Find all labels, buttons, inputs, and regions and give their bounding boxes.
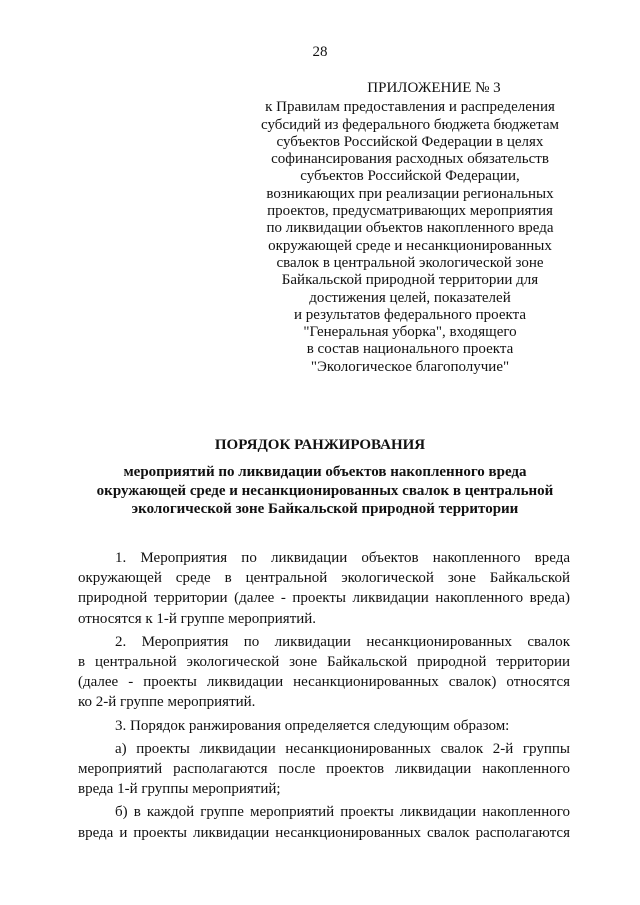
document-body bbox=[78, 548, 570, 846]
appendix-line: субъектов Российской Федерации в целях bbox=[276, 133, 544, 150]
appendix-line: возникающих при реализации региональных bbox=[266, 185, 554, 202]
paragraph bbox=[78, 802, 570, 842]
subheading-line: экологической зоне Байкальской природной территории bbox=[131, 501, 519, 517]
document-subheading bbox=[80, 463, 570, 519]
appendix-line: субъектов Российской Федерации, bbox=[300, 168, 520, 185]
appendix-line: "Экологическое благополучие" bbox=[310, 358, 510, 375]
appendix-line: достижения целей, показателей bbox=[309, 289, 511, 306]
appendix-line: "Генеральная уборка", входящего bbox=[303, 324, 517, 341]
paragraph-line: природной территории (далее - проекты ликвидации накопленного вреда) bbox=[78, 590, 570, 607]
subheading-line: окружающей среде и несанкционированных свалок в центральной bbox=[96, 482, 554, 499]
appendix-block bbox=[245, 80, 575, 376]
page-number: 28 bbox=[312, 44, 328, 60]
paragraph bbox=[78, 632, 570, 713]
paragraph-line: окружающей среде в центральной экологической зоне Байкальской bbox=[78, 570, 570, 587]
paragraph-line: 1. Мероприятия по ликвидации объектов накопленного вреда bbox=[115, 550, 570, 566]
appendix-line: и результатов федерального проекта bbox=[293, 306, 527, 323]
paragraph bbox=[78, 716, 570, 736]
paragraph-line: 3. Порядок ранжирования определяется следующим образом: bbox=[115, 717, 510, 734]
document-heading: ПОРЯДОК РАНЖИРОВАНИЯ bbox=[214, 437, 426, 453]
appendix-line: свалок в центральной экологической зоне bbox=[276, 254, 544, 271]
appendix-line: софинансирования расходных обязательств bbox=[271, 151, 549, 168]
appendix-line: в состав национального проекта bbox=[306, 341, 514, 358]
subheading-line: мероприятий по ликвидации объектов накопленного вреда bbox=[123, 464, 527, 480]
paragraph bbox=[78, 548, 570, 629]
appendix-line: окружающей среде и несанкционированных bbox=[268, 237, 552, 254]
appendix-line: Байкальской природной территории для bbox=[281, 272, 539, 289]
appendix-title: ПРИЛОЖЕНИЕ № 3 bbox=[367, 80, 501, 96]
paragraph-line: (далее - проекты ликвидации несанкционированных свалок) относятся bbox=[78, 674, 570, 691]
paragraph-line: вреда и проекты ликвидации несанкционированных свалок располагаются bbox=[78, 824, 570, 841]
appendix-line: проектов, предусматривающих мероприятия bbox=[267, 203, 553, 220]
paragraph-line: в центральной экологической зоне Байкальской природной территории bbox=[78, 654, 570, 671]
appendix-line: по ликвидации объектов накопленного вреда bbox=[266, 220, 554, 237]
paragraph-line: ко 2-й группе мероприятий. bbox=[78, 694, 256, 711]
paragraph-line: вреда 1-й группы мероприятий; bbox=[78, 781, 281, 798]
paragraph-line: б) в каждой группе мероприятий проекты ликвидации накопленного bbox=[115, 804, 570, 821]
appendix-line: субсидий из федерального бюджета бюджетам bbox=[261, 116, 559, 133]
appendix-lines bbox=[245, 99, 575, 376]
paragraph-line: а) проекты ликвидации несанкционированных свалок 2-й группы bbox=[115, 740, 570, 757]
paragraph-line: мероприятий располагаются после проектов ликвидации накопленного bbox=[78, 761, 570, 778]
paragraph-line: относятся к 1-й группе мероприятий. bbox=[78, 610, 317, 627]
appendix-line: к Правилам предоставления и распределения bbox=[265, 99, 555, 116]
paragraph-line: 2. Мероприятия по ликвидации несанкционированных свалок bbox=[115, 633, 570, 650]
paragraph bbox=[78, 739, 570, 800]
